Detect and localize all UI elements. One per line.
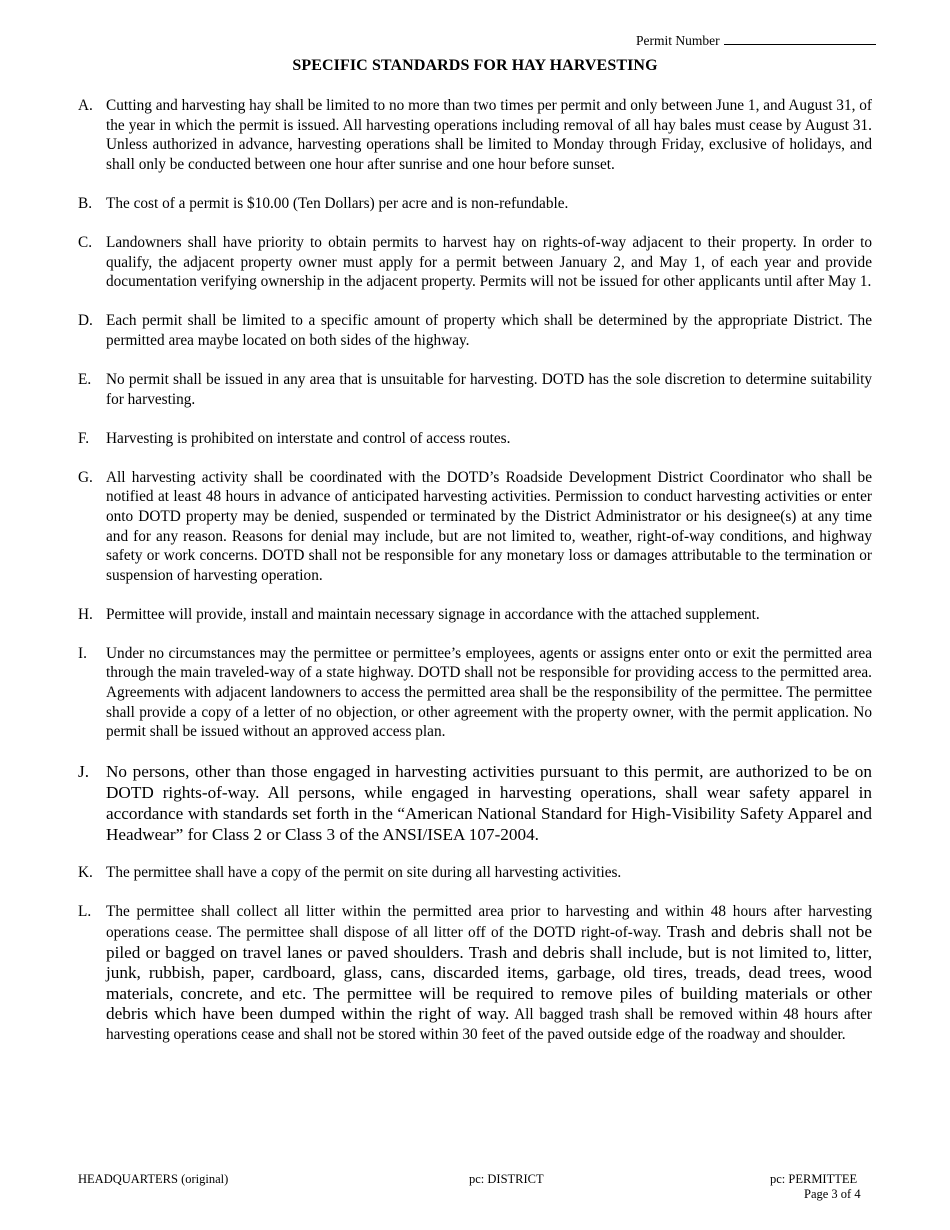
item-text-part2: Trash and debris shall not be piled or bagged on travel lanes or paved shoulders. Trash and debris shall include, but is not limited to, litter, junk, rubbish, paper, cardboard, glass, cans, discarded items, garbage, old tires, treads, dead trees, wood materials, concrete, and etc. The permittee will be required to remove piles of building materials or other debris which have been dumped within the right of way. bbox=[106, 922, 872, 1024]
permit-number-blank bbox=[724, 32, 876, 45]
item-letter: A. bbox=[78, 97, 93, 114]
item-text: Permittee will provide, install and maintain necessary signage in accordance with the attached supplement. bbox=[106, 605, 760, 623]
permit-number-field bbox=[636, 32, 876, 49]
item-letter: H. bbox=[78, 605, 93, 623]
item-text bbox=[106, 902, 872, 1044]
item-letter: D. bbox=[78, 312, 93, 330]
footer-district: pc: DISTRICT bbox=[469, 1172, 544, 1186]
standard-item-a bbox=[78, 96, 872, 174]
item-text: No persons, other than those engaged in harvesting activities pursuant to this permit, are authorized to be on DOTD rights-of-way. All persons, while engaged in harvesting operations, shall wear safety apparel in accordance with standards set forth in the “American National Standard for High-Visibility Safety Apparel and Headwear” for Class 2 or Class 3 of the ANSI/ISEA 107-2004. bbox=[106, 762, 872, 845]
item-text: Under no circumstances may the permittee or permittee’s employees, agents or assigns enter onto or exit the permitted area through the main traveled-way of a state highway. DOTD shall not be responsible for providing access to the permitted area. Agreements with adjacent landowners to access the permitted area shall be the responsibility of the permittee. The permittee shall provide a copy of a letter of no objection, or other agreement with the property owner, with the permit application. No permit shall be issued without an approved access plan. bbox=[106, 644, 872, 741]
page-title: SPECIFIC STANDARDS FOR HAY HARVESTING bbox=[292, 57, 658, 74]
item-text: No permit shall be issued in any area that is unsuitable for harvesting. DOTD has the sole discretion to determine suitability for harvesting. bbox=[106, 370, 872, 408]
standard-item-d bbox=[78, 311, 872, 350]
item-text-part1: The permittee shall collect all litter within the permitted area prior to harvesting and within 48 hours after harvesting operations cease. The permittee shall dispose of all litter off of the DOTD right-of-way. bbox=[106, 903, 872, 942]
item-letter: I. bbox=[78, 644, 87, 662]
permit-number-label: Permit Number bbox=[636, 33, 720, 48]
footer-permittee: pc: PERMITTEE bbox=[770, 1172, 858, 1186]
page-number: Page 3 of 4 bbox=[804, 1187, 861, 1201]
item-text: The permittee shall have a copy of the permit on site during all harvesting activities. bbox=[106, 864, 622, 882]
item-text: Landowners shall have priority to obtain permits to harvest hay on rights-of-way adjacent to their property. In order to qualify, the adjacent property owner must apply for a permit between January 2, and May 1, of each year and provide documentation verifying ownership in the adjacent property. Permits will not be issued for other applicants until after May 1. bbox=[106, 233, 872, 291]
standard-item-i bbox=[78, 644, 872, 742]
item-letter: J. bbox=[78, 762, 89, 782]
item-text: The cost of a permit is $10.00 (Ten Dollars) per acre and is non-refundable. bbox=[106, 194, 569, 212]
item-text: Each permit shall be limited to a specific amount of property which shall be determined by the appropriate District. The permitted area maybe located on both sides of the highway. bbox=[106, 312, 872, 349]
footer-headquarters: HEADQUARTERS (original) bbox=[78, 1172, 229, 1186]
item-text: Harvesting is prohibited on interstate and control of access routes. bbox=[106, 429, 511, 447]
item-letter: G. bbox=[78, 468, 93, 486]
item-letter: K. bbox=[78, 864, 93, 882]
standards-list bbox=[78, 96, 872, 1064]
item-letter: C. bbox=[78, 233, 93, 251]
item-text: All harvesting activity shall be coordinated with the DOTD’s Roadside Development District Coordinator who shall be notified at least 48 hours in advance of anticipated harvesting activities. Permission to conduct harvesting activities or enter onto DOTD property may be denied, suspended or terminated by the District Administrator or his designee(s) at any time and for any reason. Reasons for denial may include, but are not limited to, weather, right-of-way conditions, and highway safety or work concerns. DOTD shall not be responsible for any monetary loss or damages attributable to the termination or suspension of harvesting operation. bbox=[106, 468, 872, 584]
standard-item-l bbox=[78, 902, 872, 1044]
item-letter: B. bbox=[78, 194, 93, 212]
standard-item-e bbox=[78, 370, 872, 409]
standard-item-k bbox=[78, 863, 872, 883]
item-letter: L. bbox=[78, 903, 92, 921]
item-text: Cutting and harvesting hay shall be limited to no more than two times per permit and only between June 1, and August 31, of the year in which the permit is issued. All harvesting operations including removal of all hay bales must cease by August 31. Unless authorized in advance, harvesting operations shall be limited to Monday through Friday, exclusive of holidays, and shall only be conducted between one hour after sunrise and one hour before sunset. bbox=[106, 97, 872, 173]
standard-item-f bbox=[78, 429, 872, 449]
standard-item-g bbox=[78, 468, 872, 586]
item-letter: E. bbox=[78, 370, 92, 388]
standard-item-h bbox=[78, 605, 872, 625]
item-letter: F. bbox=[78, 429, 90, 447]
standard-item-b bbox=[78, 194, 872, 214]
standard-item-c bbox=[78, 233, 872, 292]
item-text-part3: All bagged trash shall be removed within 48 hours after harvesting operations cease and shall not be stored within 30 feet of the paved outside edge of the roadway and shoulder. bbox=[106, 1006, 872, 1043]
standard-item-j bbox=[78, 761, 872, 845]
